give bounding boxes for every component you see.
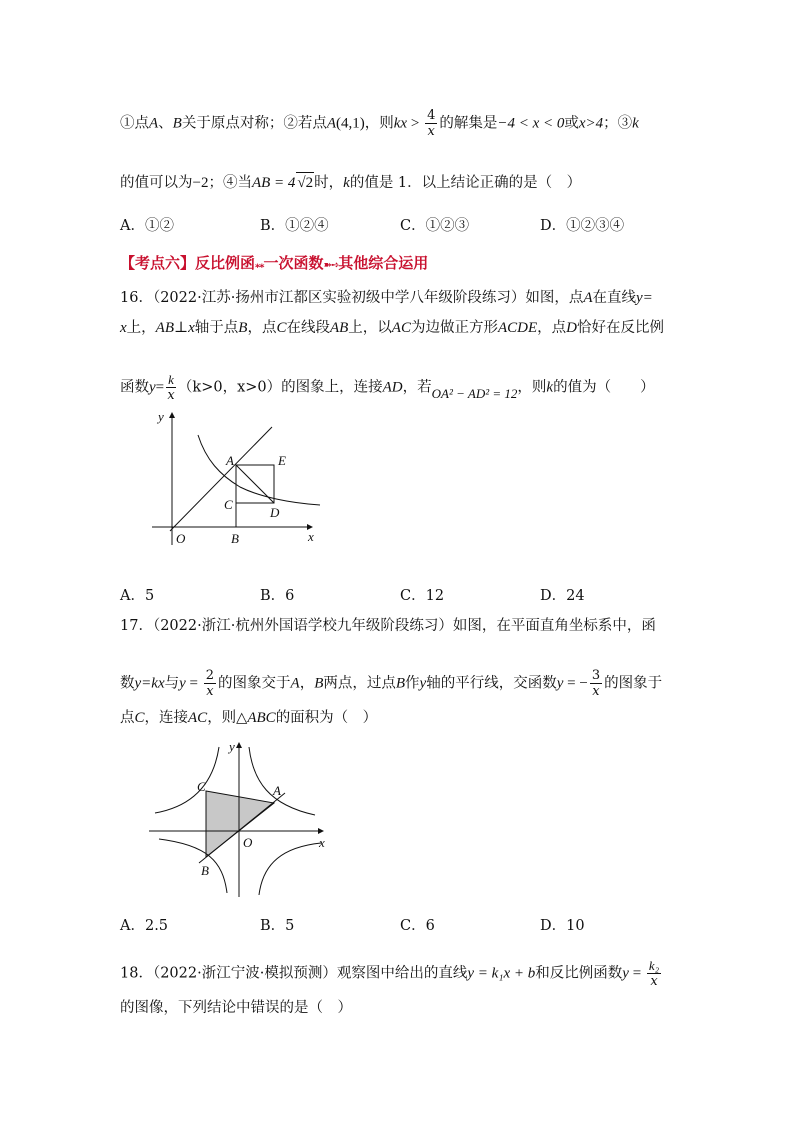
q17-line-2: 数y=kx与y = $\frac{2}{x}$ 的图象交于A，B两点，过点B作y轴的平行线，交函数y = − $\frac{3}{x}$ 的图象于 [120,668,663,699]
section-deco-arrows: ➽➺ [323,260,339,271]
q16-line-3: 函数y= $\frac{k}{x}$ （k>0，x>0）的图象上，连接AD，若OA² − AD² = 12，则k的值为（ ） [120,372,655,403]
q15-fraction: $\frac{4}{x}$ [427,108,436,139]
fig16-label-o: O [176,531,186,546]
hyperbola-curve [198,435,320,505]
fig17-label-a: A [273,783,281,798]
choice-c[interactable]: C．6 [400,918,435,934]
q15-line-2: 的值可以为−2；④当AB = 4 √2时，k的值是 1．以上结论正确的是（ ） [120,172,682,193]
choice-b[interactable]: B．①②④ [260,218,329,234]
q17-figure [145,735,335,900]
section-heading: 【考点六】反比例函⁎⁎一次函数➽➺其他综合运用 [120,254,429,272]
fig17-label-b: B [201,863,209,878]
q18-line-2: 的图像，下列结论中错误的是（ ） [120,1000,352,1016]
triangle-abc [206,791,274,857]
q17-line-3: 点C，连接AC，则△ABC的面积为（ ） [120,710,378,726]
q16-choices [120,584,680,604]
choice-a[interactable]: A．①② [120,218,174,234]
q17-line-1: 17．（2022·浙江·杭州外国语学校九年级阶段练习）如图，在平面直角坐标系中，函 [120,618,656,634]
section-deco-stars: ⁎⁎ [255,260,264,271]
choice-a[interactable]: A．2.5 [120,918,169,934]
fig16-label-b: B [231,531,239,546]
choice-c[interactable]: C．①②③ [400,218,470,234]
fig17-label-o: O [243,835,253,850]
line-y-eq-x [170,427,272,531]
choice-d[interactable]: D．①②③④ [540,218,625,234]
q16-line-2: x上，AB⊥x轴于点B，点C在线段AB上，以AC为边做正方形ACDE，点D恰好在反比例 [120,320,664,336]
q16-fraction: $\frac{k}{x}$ [167,372,175,403]
q17-choices [120,914,680,934]
fig16-label-a: A [226,453,234,468]
choice-c[interactable]: C．12 [400,588,445,604]
fig16-label-c: C [224,497,233,512]
q17-fraction-1: $\frac{2}{x}$ [205,668,215,699]
curve-q4 [259,843,321,895]
fig16-label-d: D [270,505,280,520]
q16-line-1: 16．（2022·江苏·扬州市江都区实验初级中学八年级阶段练习）如图，点A在直线y= [120,290,653,306]
fig16-label-e: E [278,453,286,468]
choice-d[interactable]: D．10 [540,918,585,934]
fig17-label-c: C [197,779,206,794]
choice-b[interactable]: B．5 [260,918,295,934]
q15-line-1: ①点A、B关于原点对称；②若点A(4,1)，则kx > $\frac{4}{x}$ 的解集是−4 < x < 0或x>4；③k [120,108,639,139]
choice-d[interactable]: D．24 [540,588,585,604]
q16-figure [140,405,340,555]
q17-fraction-2: $\frac{3}{x}$ [591,668,601,699]
fig16-label-y: y [158,409,164,424]
q18-line-1: 18．（2022·浙江宁波·模拟预测）观察图中给出的直线y = k₁x + b和反比例函数y = $\frac{\text{k₂}}{x}$ [120,958,660,989]
q15-choices [120,214,680,234]
sqrt-symbol: √2 [296,172,314,193]
fig17-label-x: x [319,835,325,850]
choice-b[interactable]: B．6 [260,588,295,604]
choice-a[interactable]: A．5 [120,588,155,604]
q18-fraction: $\frac{\text{k₂}}{x}$ [648,958,660,989]
segment-ad [236,465,274,503]
fig16-label-x: x [308,529,314,544]
fig17-label-y: y [229,739,235,754]
